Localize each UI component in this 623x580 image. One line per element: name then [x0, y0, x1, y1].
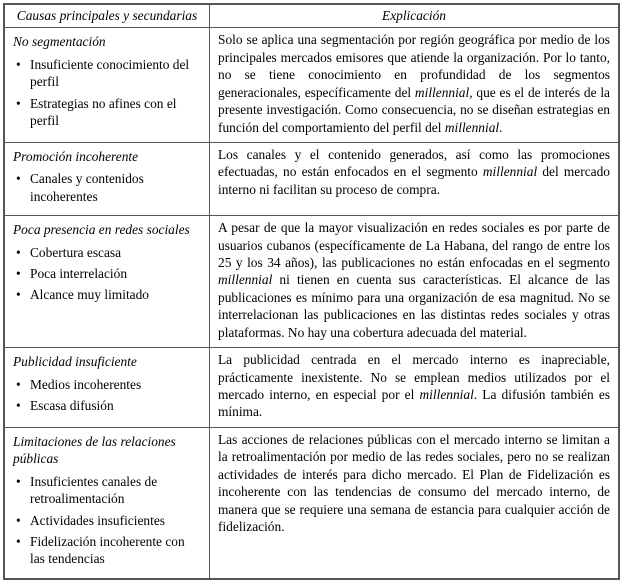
bullet-item: • Insuficiente conocimiento del perfil [13, 56, 201, 91]
emphasis-text: millennial [444, 119, 500, 135]
explanation-cell [210, 216, 620, 348]
cause-bullets [13, 244, 201, 304]
header-causes: Causas principales y secundarias [4, 4, 210, 28]
cause-title: Poca presencia en redes sociales [13, 222, 190, 238]
body-text: Los canales y el contenido generados, así como las promociones efectuadas, no están enfocados en el segmento [218, 146, 610, 180]
bullet-item: • Canales y contenidos incoherentes [13, 170, 201, 205]
table-body [4, 28, 619, 579]
bullet-item: • Medios incoherentes [13, 376, 201, 393]
cause-bullets [13, 170, 201, 205]
cause-title: Publicidad insuficiente [13, 354, 137, 370]
bullet-item: • Escasa difusión [13, 397, 201, 414]
cause-cell [4, 28, 210, 143]
bullet-item: • Insuficientes canales de retroalimentación [13, 473, 201, 508]
body-text: del mercado interno ni facilitan su proceso de compra. [218, 164, 610, 197]
table-row [4, 216, 619, 348]
explanation-cell [210, 427, 620, 578]
bullet-item: • Actividades insuficientes [13, 512, 201, 529]
cause-cell [4, 348, 210, 428]
explanation-cell [210, 348, 620, 428]
cause-bullets [13, 473, 201, 568]
cause-title: No segmentación [13, 34, 106, 50]
table-row [4, 348, 619, 428]
body-text: A pesar de que la mayor visualización en redes sociales es por parte de usuarios cubanos (específicamente de La Habana, del rango de entre los 25 y los 34 años), las publicaciones no están enfocadas en el segmento [218, 220, 610, 271]
causes-table [3, 3, 620, 580]
bullet-item: • Alcance muy limitado [13, 286, 201, 303]
header-row [4, 4, 619, 28]
body-text: La publicidad centrada en el mercado interno es inapreciable, prácticamente inexistente. No se emplean medios utilizados por el mercado interno, en especial por el [218, 352, 610, 403]
body-text: Las acciones de relaciones públicas con el mercado interno se limitan a la retroalimentación por medio de las redes sociales, pero no se realizan actividades de interés para dicho mercado. El Plan de Fidelización es incoherente con las tendencias de consumo del mercado interno, de manera que se requiere una semana de estancia para cualquier acción de fidelización. [218, 431, 610, 534]
bullet-item: • Estrategias no afines con el perfil [13, 95, 201, 130]
body-text: , que es el de interés de la presente investigación. Como consecuencia, no se diseñan estrategias en función del comportamiento del perfil del [218, 84, 610, 135]
body-text: ni tienen en cuenta sus características. El alcance de las publicaciones es mínimo para una organización de esa magnitud. No se interrelacionan las publicaciones en las distintas redes sociales y otras plataformas. No hay una cobertura adecuada del material. [218, 272, 610, 340]
emphasis-text: millennial [419, 387, 474, 403]
bullet-item: • Cobertura escasa [13, 244, 201, 261]
body-text: . [499, 119, 503, 135]
table-row [4, 427, 619, 578]
body-text: . La difusión también es mínima. [218, 387, 611, 420]
cause-title: Promoción incoherente [13, 148, 139, 164]
cause-title: Limitaciones de las relaciones públicas [13, 433, 176, 467]
cause-bullets [13, 376, 201, 415]
cause-cell [4, 142, 210, 215]
table-row [4, 142, 619, 215]
explanation-cell [210, 142, 620, 215]
cause-cell [4, 427, 210, 578]
emphasis-text: millennial [218, 272, 273, 288]
explanation-cell [210, 28, 620, 143]
emphasis-text: millennial [482, 164, 538, 180]
table-row [4, 28, 619, 143]
cause-cell [4, 216, 210, 348]
bullet-item: • Fidelización incoherente con las tendencias [13, 533, 201, 568]
cause-bullets [13, 56, 201, 130]
header-explanation: Explicación [210, 4, 620, 28]
emphasis-text: millennial [414, 84, 470, 100]
body-text: Solo se aplica una segmentación por región geográfica por medio de los principales mercados emisores que atiende la organización. Por lo tanto, no se tiene conocimiento en profundidad de los segmentos generacionales, específicamente del [218, 32, 610, 100]
bullet-item: • Poca interrelación [13, 265, 201, 282]
